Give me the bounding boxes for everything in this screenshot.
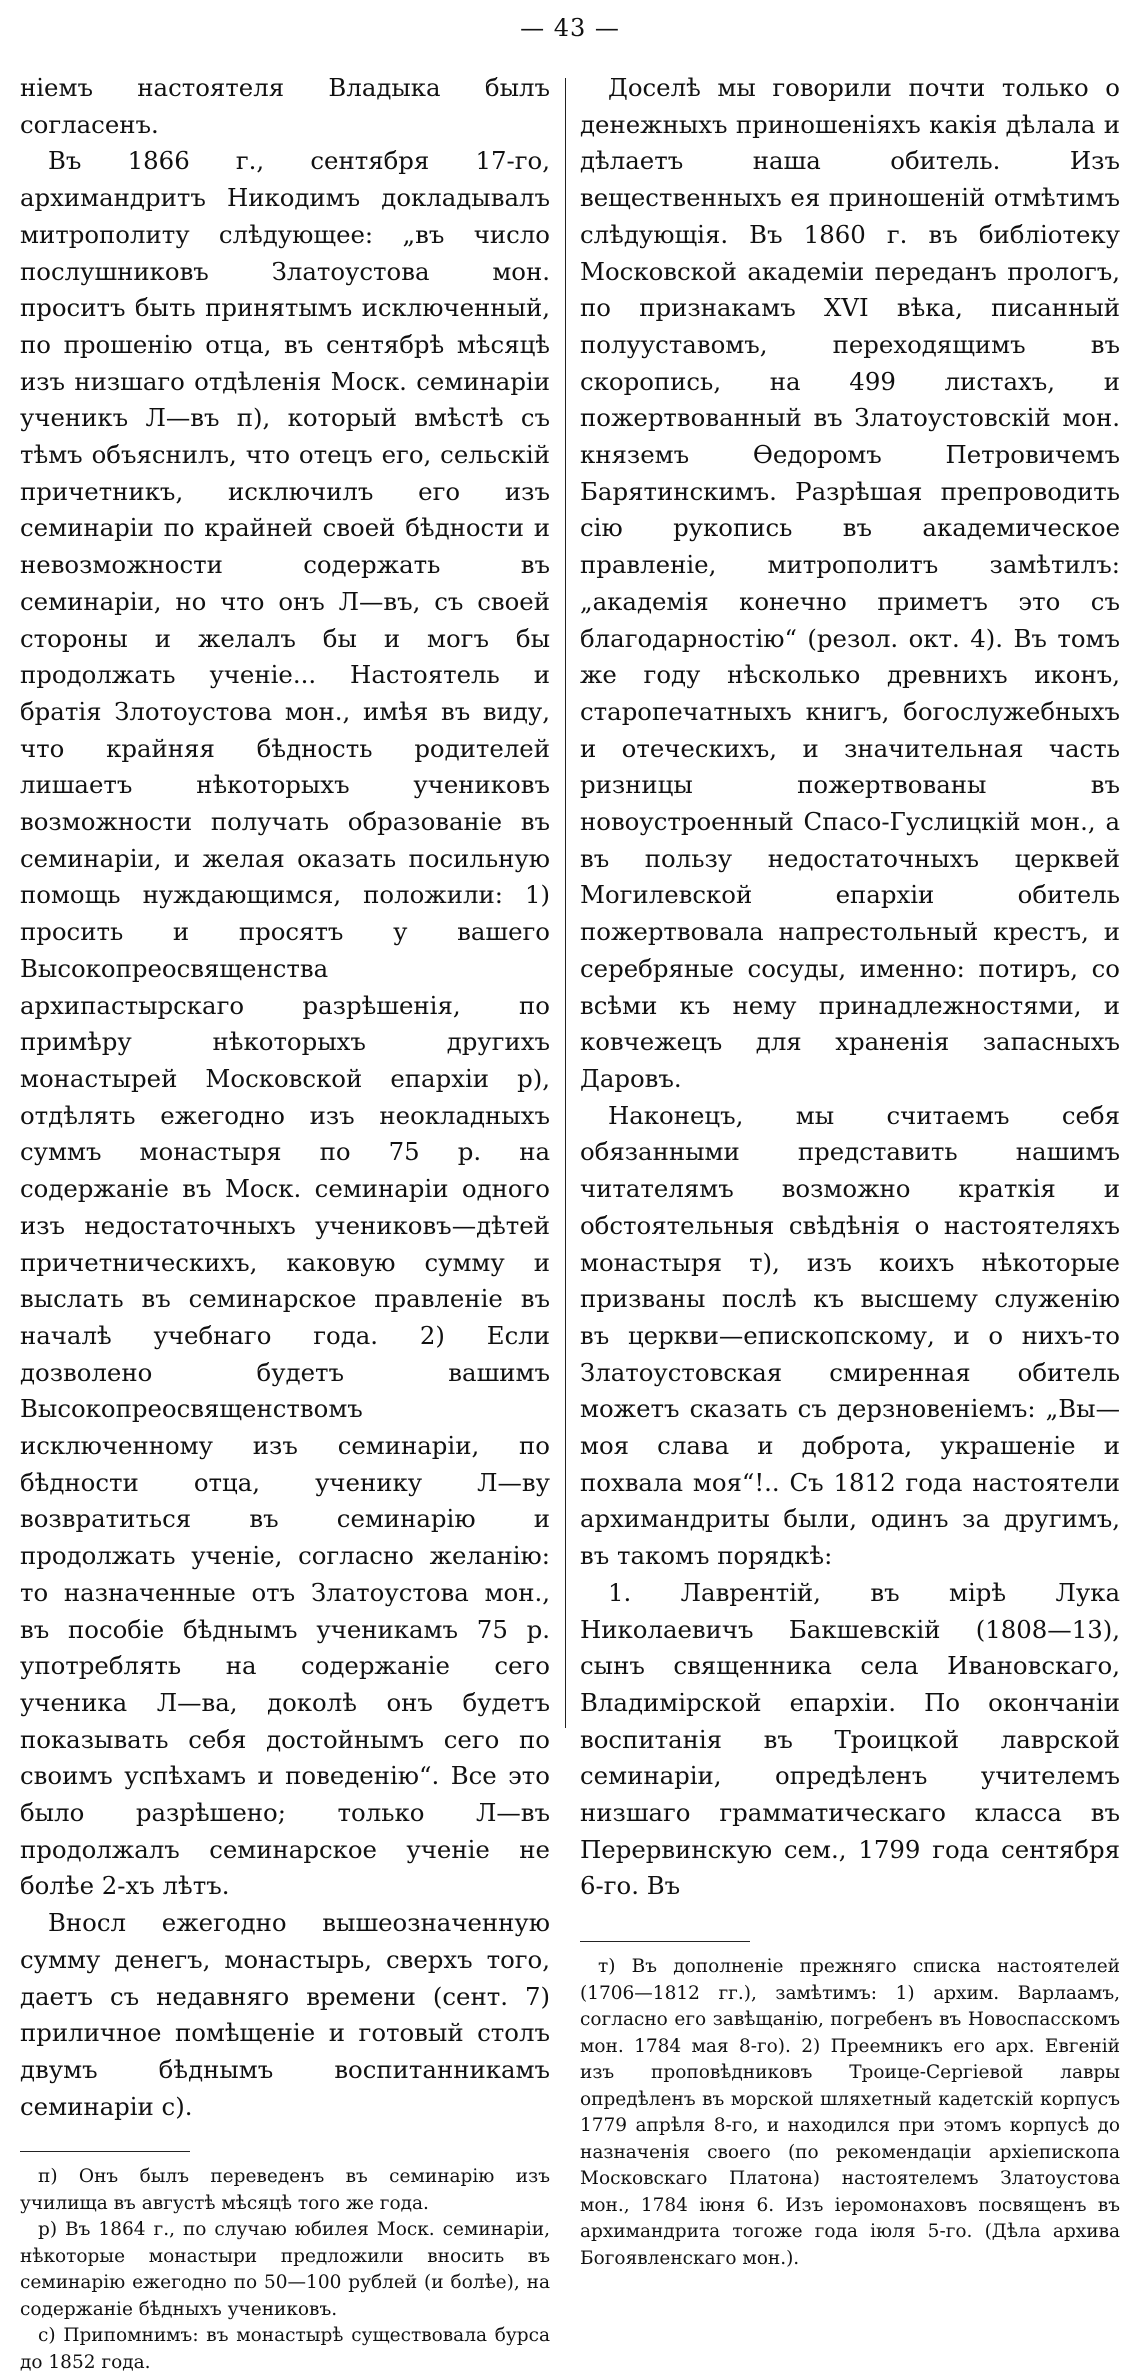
paragraph: ніемъ настоятеля Владыка былъ согласенъ. — [20, 73, 550, 139]
paragraph: Наконецъ, мы считаемъ себя обязанными представить нашимъ читателямъ возможно краткія и обстоятельныя свѣдѣнія о настоятеляхъ монастыря т), изъ коихъ нѣкоторые призваны послѣ къ высшему служенію въ церкви—епископскому, и о нихъ-то Златоустовская смиренная обитель можетъ сказать съ дерзновеніемъ: „Вы—моя слава и доброта, украшеніе и похвала моя“!.. Съ 1812 года настоятели архимандриты были, одинъ за другимъ, въ такомъ порядкѣ: — [580, 1100, 1120, 1571]
paragraph: 1. Лаврентій, въ мірѣ Лука Николаевичъ Бакшевскій (1808—13), сынъ священника села Ивановскаго, Владимірской епархіи. По окончаніи воспитанія въ Троицкой лаврской семинаріи, опредѣленъ учителемъ низшаго грамматическаго класса въ Перервинскую сем., 1799 года сентября 6-го. Въ — [580, 1577, 1120, 1901]
footnote-rule — [20, 2151, 190, 2152]
footnote-rule — [580, 1941, 750, 1942]
footnote: с) Припомнимъ: въ монастырѣ существовала бурса до 1852 года. — [20, 2325, 550, 2373]
column-divider — [565, 78, 566, 1728]
right-column — [580, 70, 1120, 2272]
left-column — [20, 70, 550, 2376]
footnote: т) Въ дополненіе прежняго списка настоятелей (1706—1812 гг.), замѣтимъ: 1) архим. Варлаамъ, согласно его завѣщанію, погребенъ въ Новоспасскомъ мон. 1784 мая 8-го). 2) Преемникъ его арх. Евгеній изъ проповѣдниковъ Троице-Сергіевой лавры опредѣленъ въ морской шляхетный кадетскій корпусъ 1779 апрѣля 8-го, и находился при этомъ корпусѣ до назначенія своего (по рекомендаціи архіепископа Московскаго Платона) настоятелемъ Златоустова мон., 1784 іюня 6. Изъ іеромонаховъ посвященъ въ архимандрита тогоже года іюля 5-го. (Дѣла архива Богоявленскаго мон.). — [580, 1956, 1120, 2269]
paragraph: Въ 1866 г., сентября 17-го, архимандритъ Никодимъ докладывалъ митрополиту слѣдующее: „въ число послушниковъ Златоустова мон. проситъ быть принятымъ исключенный, по прошенію отца, въ сентябрѣ мѣсяцѣ изъ низшаго отдѣленія Моск. семинаріи ученикъ Л—въ п), который вмѣстѣ съ тѣмъ объяснилъ, что отецъ его, сельскій причетникъ, исключилъ его изъ семинаріи по крайней своей бѣдности и невозможности содержать въ семинаріи, но что онъ Л—въ, съ своей стороны и желалъ бы и могъ бы продолжать ученіе... Настоятель и братія Злотоустова мон., имѣя въ виду, что крайняя бѣдность родителей лишаетъ нѣкоторыхъ учениковъ возможности получать образованіе въ семинаріи, и желая оказать посильную помощь нуждающимся, положили: 1) просить и просятъ у вашего Высокопреосвященства архипастырскаго разрѣшенія, по примѣру нѣкоторыхъ другихъ монастырей Московской епархіи р), отдѣлять ежегодно изъ неокладныхъ суммъ монастыря по 75 р. на содержаніе въ Моск. семинаріи одного изъ недостаточныхъ учениковъ—дѣтей причетническихъ, каковую сумму и выслать въ семинарское правленіе въ началѣ учебнаго года. 2) Если дозволено будетъ вашимъ Высокопреосвященствомъ исключенному изъ семинаріи, по бѣдности отца, ученику Л—ву возвратиться въ семинарію и продолжать ученіе, согласно желанію: то назначенные отъ Златоустова мон., въ пособіе бѣднымъ ученикамъ 75 р. употреблять на содержаніе сего ученика Л—ва, доколѣ онъ будетъ показывать себя достойнымъ сего по своимъ успѣхамъ и поведенію“. Все это было разрѣшено; только Л—въ продолжалъ семинарское ученіе не болѣе 2-хъ лѣтъ. — [20, 146, 550, 1901]
paragraph: Доселѣ мы говорили почти только о денежныхъ приношеніяхъ какія дѣлала и дѣлаетъ наша обитель. Изъ вещественныхъ ея приношеній отмѣтимъ слѣдующія. Въ 1860 г. въ библіотеку Московской академіи переданъ прологъ, по признакамъ XVI вѣка, писанный полууставомъ, переходящимъ въ скоропись, на 499 листахъ, и пожертвованный въ Златоустовскій мон. княземъ Ѳедоромъ Петровичемъ Барятинскимъ. Разрѣшая препроводить сію рукопись въ академическое правленіе, митрополитъ замѣтилъ: „академія конечно приметъ это съ благодарностію“ (резол. окт. 4). Въ томъ же году нѣсколько древнихъ иконъ, старопечатныхъ книгъ, богослужебныхъ и отеческихъ, и значительная часть ризницы пожертвованы въ новоустроенный Спасо-Гуслицкій мон., а въ пользу недостаточныхъ церквей Могилевской епархіи обитель пожертвовала напрестольный крестъ, и серебряные сосуды, именно: потиръ, со всѣми къ нему принадлежностями, и ковчежецъ для храненія запасныхъ Даровъ. — [580, 73, 1120, 1093]
paragraph: Вносл ежегодно вышеозначенную сумму денегъ, монастырь, сверхъ того, даетъ съ недавняго времени (сент. 7) приличное помѣщеніе и готовый столъ двумъ бѣднымъ воспитанникамъ семинаріи с). — [20, 1908, 550, 2121]
footnote: п) Онъ былъ переведенъ въ семинарію изъ училища въ августѣ мѣсяцѣ того же года. — [20, 2166, 550, 2214]
page-number: — 43 — — [520, 14, 620, 42]
footnote: р) Въ 1864 г., по случаю юбилея Моск. семинаріи, нѣкоторые монастыри предложили вносить въ семинарію ежегодно по 50—100 рублей (и болѣе), на содержаніе бѣдныхъ учениковъ. — [20, 2219, 550, 2320]
